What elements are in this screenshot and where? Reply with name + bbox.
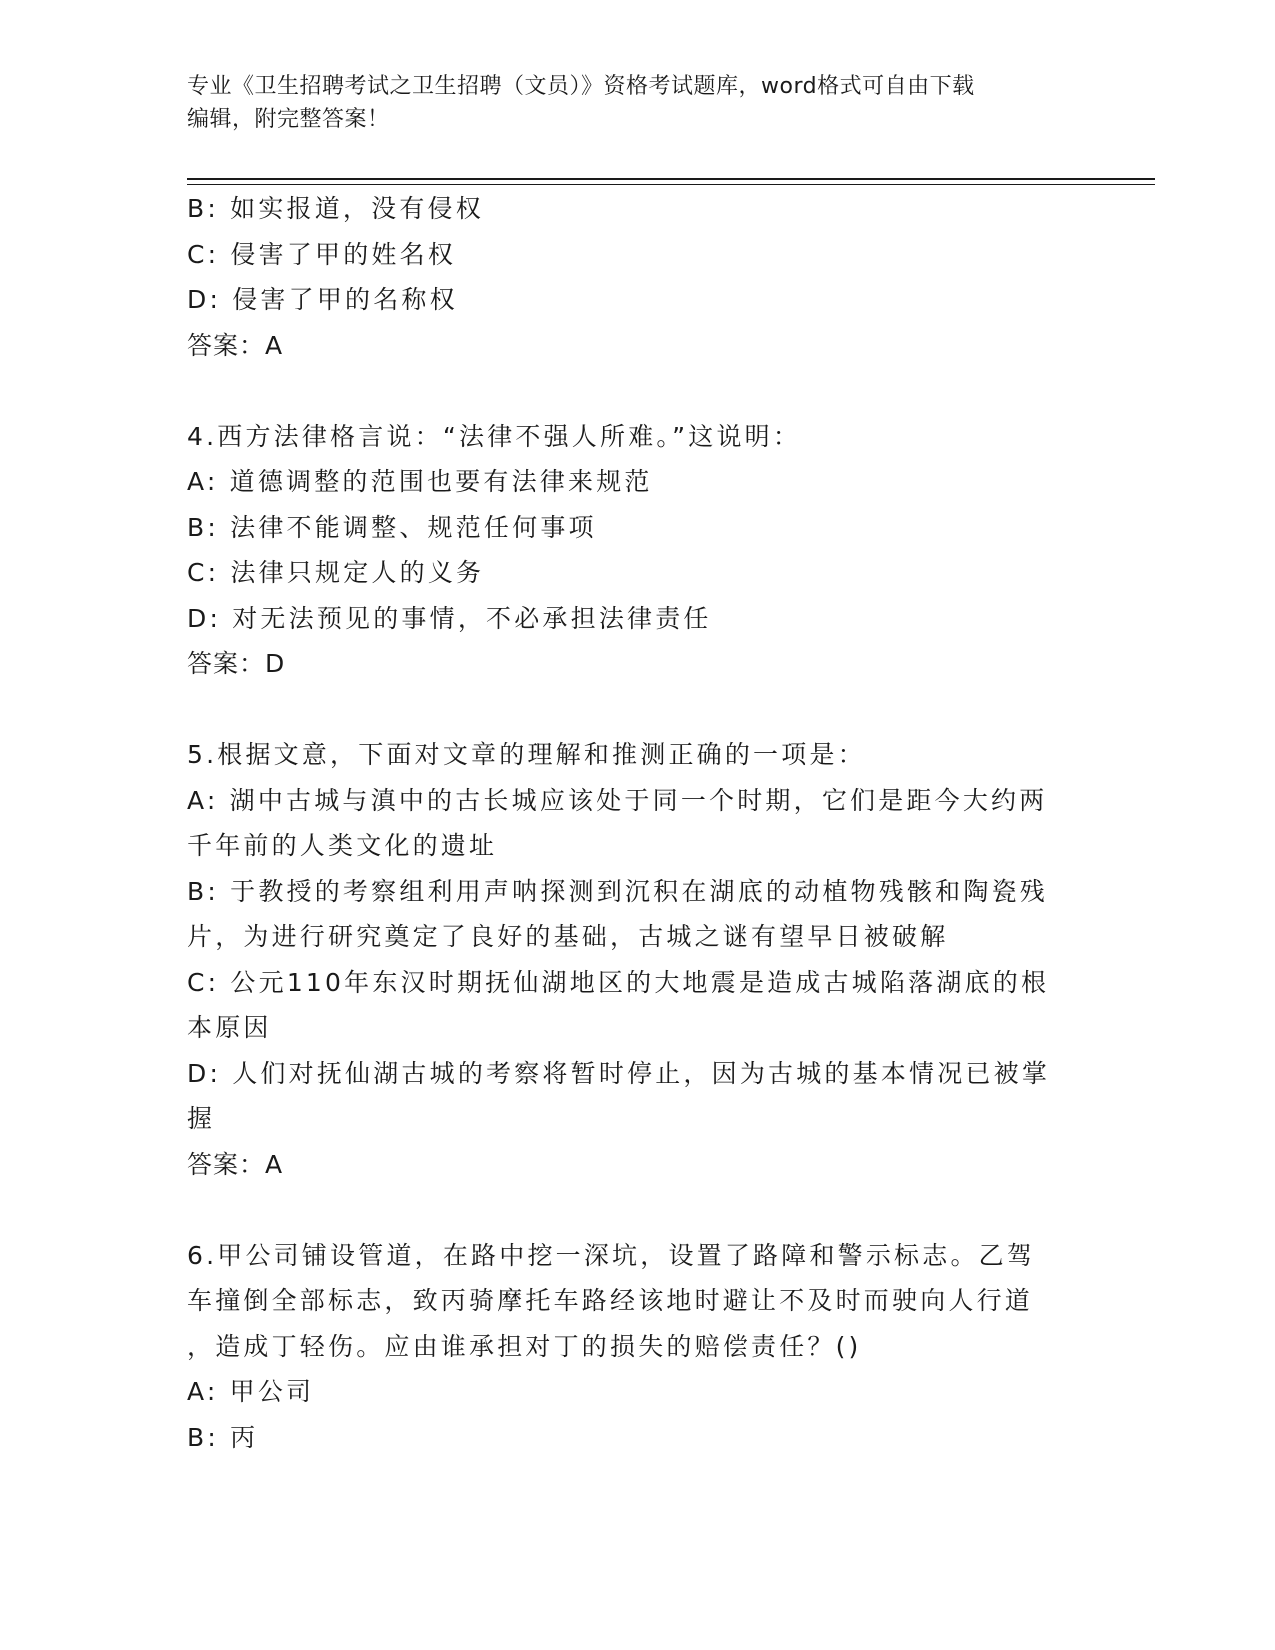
- q6-stem-line-1: 6.甲公司铺设管道，在路中挖一深坑，设置了路障和警示标志。乙驾: [187, 1240, 1036, 1270]
- q6-option-b: B: 丙: [187, 1422, 259, 1452]
- q6-stem-line-2: 车撞倒全部标志，致丙骑摩托车路经该地时避让不及时而驶向人行道: [187, 1286, 1034, 1315]
- spacer: [187, 368, 1077, 414]
- q6-stem-line-3: ，造成丁轻伤。应由谁承担对丁的损失的赔偿责任？(): [187, 1331, 862, 1361]
- q5-option-d-line-1: D: 人们对抚仙湖古城的考察将暂时停止，因为古城的基本情况已被掌: [187, 1058, 1051, 1088]
- spacer: [187, 1187, 1077, 1233]
- q3-option-c: C: 侵害了甲的姓名权: [187, 239, 457, 269]
- header-line-1: 专业《卫生招聘考试之卫生招聘（文员）》资格考试题库，word格式可自由下载: [187, 74, 975, 99]
- q5-option-c-line-2: 本原因: [187, 1013, 272, 1042]
- q5-stem: 5.根据文意，下面对文章的理解和推测正确的一项是：: [187, 740, 866, 769]
- q4-stem: 4.西方法律格言说：“法律不强人所难。”这说明：: [187, 421, 802, 451]
- q3-option-d: D: 侵害了甲的名称权: [187, 285, 458, 314]
- header-rule-thin: [187, 184, 1155, 185]
- question-content: [187, 186, 1077, 1460]
- header-line-2: 编辑，附完整答案！: [187, 107, 390, 132]
- q4-option-d: D: 对无法预见的事情，不必承担法律责任: [187, 603, 712, 633]
- q4-answer: 答案：D: [187, 649, 286, 678]
- q5-option-d-line-2: 握: [187, 1104, 216, 1133]
- q5-answer: 答案：A: [187, 1149, 284, 1179]
- q5-option-a-line-1: A: 湖中古城与滇中的古长城应该处于同一个时期，它们是距今大约两: [187, 785, 1048, 815]
- q4-option-a: A: 道德调整的范围也要有法律来规范: [187, 467, 653, 496]
- q5-option-b-line-2: 片，为进行研究奠定了良好的基础，古城之谜有望早日被破解: [187, 922, 949, 951]
- spacer: [187, 687, 1077, 733]
- q5-option-a-line-2: 千年前的人类文化的遗址: [187, 831, 498, 860]
- q5-option-c-line-1: C: 公元110年东汉时期抚仙湖地区的大地震是造成古城陷落湖底的根: [187, 967, 1050, 997]
- header-rule-thick: [187, 178, 1155, 180]
- q4-option-b: B: 法律不能调整、规范任何事项: [187, 512, 597, 542]
- q3-answer: 答案：A: [187, 330, 284, 360]
- q6-option-a: A: 甲公司: [187, 1377, 315, 1406]
- document-header: [187, 70, 1067, 136]
- q5-option-b-line-1: B: 于教授的考察组利用声呐探测到沉积在湖底的动植物残骸和陶瓷残: [187, 876, 1048, 906]
- q4-option-c: C: 法律只规定人的义务: [187, 558, 485, 587]
- q3-option-b: B: 如实报道，没有侵权: [187, 194, 484, 223]
